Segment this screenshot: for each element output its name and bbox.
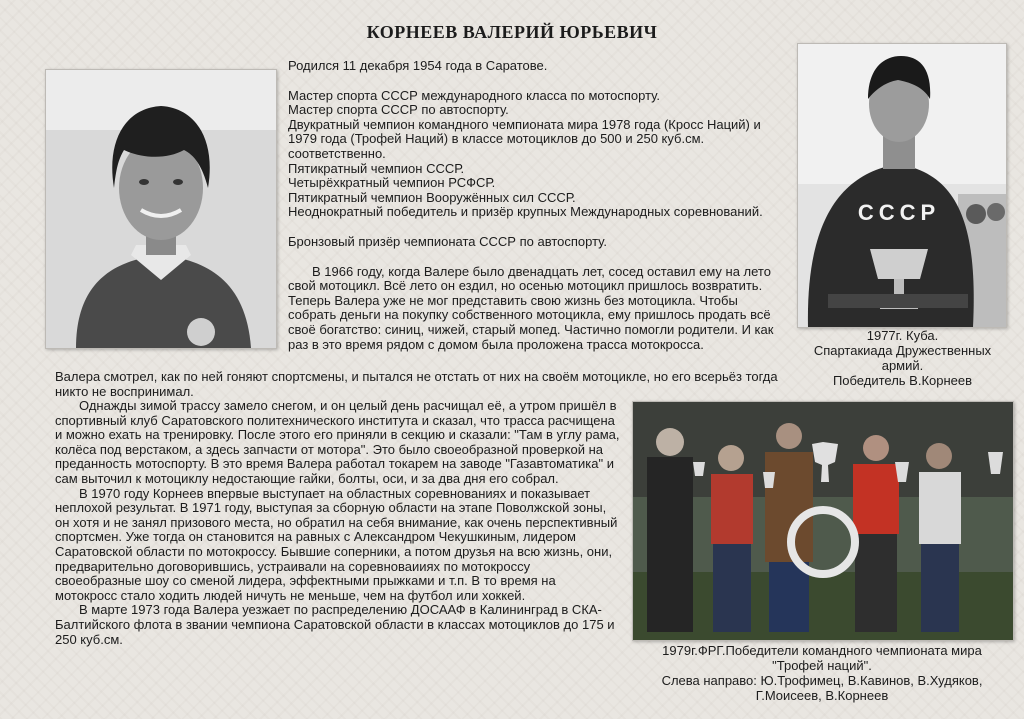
caption-line: 1979г.ФРГ.Победители командного чемпионата мира (662, 643, 982, 658)
title-line: Мастер спорта СССР международного класса по мотоспорту. (288, 87, 660, 103)
bio-top-text (288, 59, 788, 352)
caption-line: армий. (881, 358, 924, 373)
portrait-photo (45, 69, 277, 349)
caption-line: Спартакиада Дружественных (813, 343, 992, 358)
caption-line: Победитель В.Корнеев (832, 373, 973, 388)
title-line: Пятикратный чемпион Вооружённых сил СССР. (288, 189, 576, 205)
story-paragraph: В 1970 году Корнеев впервые выступает на областных соревнованиях и показывает неплохой результат. В 1971 году, выступая за сборную области на этапе Поволжской зоны, он хотя и не занял призового места, но обратил на себя внимание, как очень перспективный спортсмен. Уже тогда он становится на равных с Александром Чекушкиным, лидером Саратовской области по мотокроссу. Бывшие соперники, а потом друзья на всю жизнь, они, предварительно договорившись, устраивали на соревноваииях по мотокроссу своеобразные шоу со сменой лидера, эффектными прыжками и т.п. В то время на мотокросс стало ходить людей ничуть не меньше, чем на футбол или хоккей. (55, 485, 618, 603)
bronze-line: Бронзовый призёр чемпионата СССР по автоспорту. (288, 233, 607, 249)
caption-line: 1977г. Куба. (866, 328, 939, 343)
story-paragraph: В 1966 году, когда Валере было двенадцать лет, сосед оставил ему на лето свой мотоцикл. Всё лето он ездил, но осенью мотоцикл пришлось возвратить. Теперь Валера уже не мог представить свою жизнь без мотоцикла. Чтобы собрать деньги на покупку собственного мотоцикла, ему пришлось продать всё своё богатство: синиц, чижей, старый мопед. Частично помогли родители. И как раз в это время рядом с домом была проложена трасса мотокросса. (288, 263, 774, 352)
shirt-text: СССР (857, 200, 941, 225)
story-paragraph: В марте 1973 года Валера уезжает по распределению ДОСААФ в Калининград в СКА-Балтийского флота в звании чемпиона Саратовской области в классах мотоциклов до 175 и 250 куб.см. (55, 602, 615, 647)
cup-photo-caption (800, 328, 1005, 388)
bio-lower-text (55, 399, 620, 647)
group-photo (632, 401, 1014, 641)
group-photo-caption (630, 643, 1014, 703)
title-line: Неоднократный победитель и призёр крупных Международных соревнований. (288, 204, 763, 220)
title-line: Мастер спорта СССР по автоспорту. (288, 102, 509, 118)
title-line: Пятикратный чемпион СССР. (288, 160, 465, 176)
page-title: КОРНЕЕВ ВАЛЕРИЙ ЮРЬЕВИЧ (366, 22, 658, 42)
title-line: Четырёхкратный чемпион РСФСР. (288, 175, 496, 191)
caption-line: Г.Моисеев, В.Корнеев (755, 688, 889, 703)
title-line: Двукратный чемпион командного чемпионата мира 1978 года (Кросс Наций) и 1979 года (Трофей Наций) в классе мотоциклов до 500 и 250 куб.см. соответственно. (288, 116, 761, 161)
born-line: Родился 11 декабря 1954 года в Саратове. (288, 58, 548, 73)
bio-wide-text (55, 370, 795, 399)
story-paragraph: Однажды зимой трассу замело снегом, и он целый день расчищал её, а утром пришёл в спортивный клуб Саратовского политехнического института и сказал, что трасса расчищена и можно ехать на тренировку. После этого его приняли в секцию и сказали: "Там в углу рама, колёса под верстаком, а здесь запчасти от мотора". Это было своеобразной проверкой на преданность мотоспорту. В это время Валера работал токарем на заводе "Газавтоматика" и сам выточил к мотоциклу недостающие гайки, болты, оси, и за два дня его собрал. (55, 398, 620, 486)
story-paragraph: Валера смотрел, как по ней гоняют спортсмены, и пытался не отстать от них на своём мотоцикле, но его всерьёз тогда никто не воспринимал. (55, 369, 778, 399)
caption-line: Слева направо: Ю.Трофимец, В.Кавинов, В.Худяков, (661, 673, 983, 688)
cup-photo (797, 43, 1007, 328)
caption-line: "Трофей наций". (772, 658, 872, 673)
